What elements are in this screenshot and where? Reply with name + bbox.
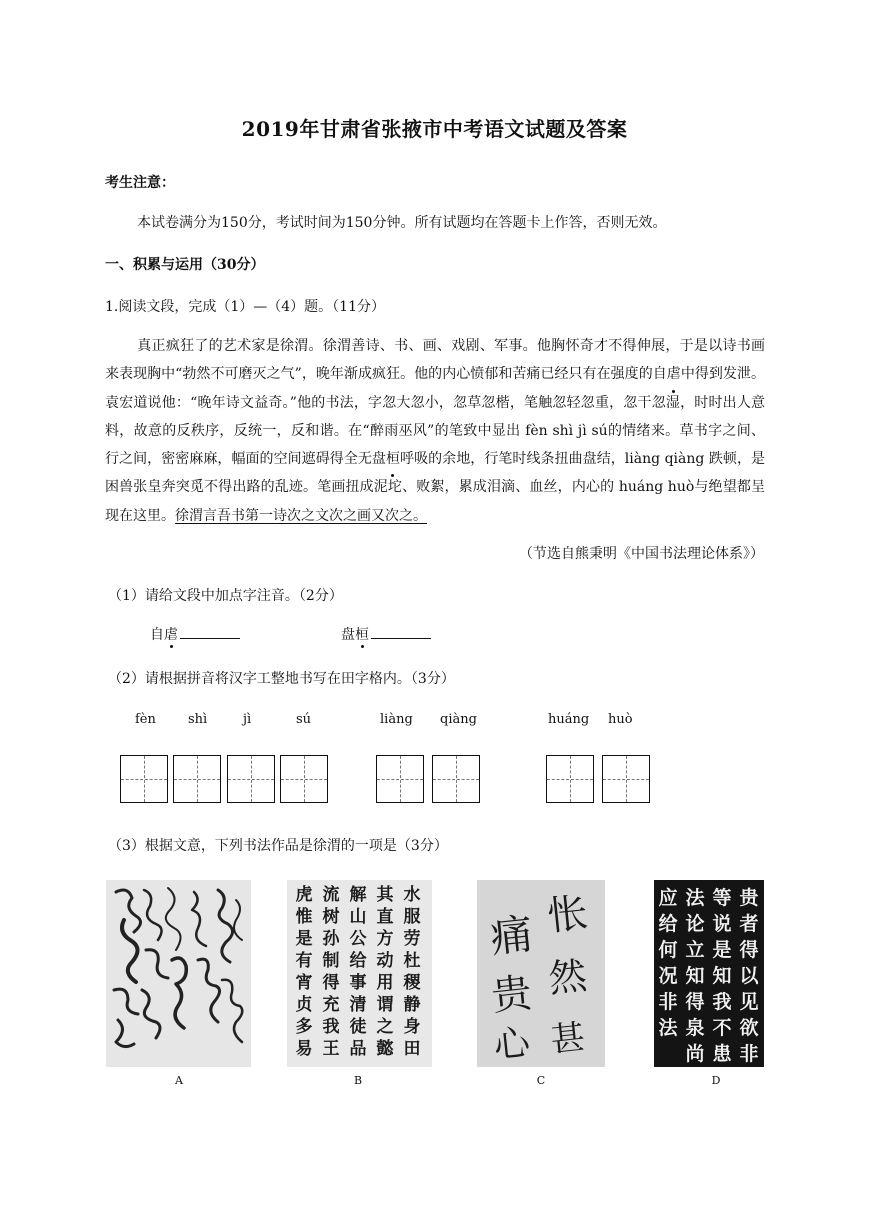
calligraphy-glyph: 稷 [403, 973, 421, 993]
calligraphy-glyph: 尚 [685, 1043, 705, 1065]
calligraphy-glyph: 我 [322, 1017, 340, 1037]
calligraphy-glyph: 不 [712, 1017, 732, 1039]
calligraphy-glyph: 方 [376, 929, 394, 949]
calligraphy-glyph: 况 [658, 965, 678, 987]
calligraphy-glyph: 制 [322, 951, 340, 971]
calligraphy-glyph: 得 [322, 973, 340, 993]
calligraphy-image-a [106, 880, 251, 1067]
calligraphy-glyph: 泉 [685, 1017, 705, 1039]
underlined-sentence: 徐渭言吾书第一诗次之文次之画又次之。 [175, 507, 427, 524]
calligraphy-glyph: 甚 [548, 1017, 587, 1061]
calligraphy-glyph: 多 [295, 1017, 313, 1037]
tian-grid-box[interactable] [602, 755, 650, 803]
calligraphy-glyph: 见 [739, 991, 759, 1013]
answer-item-huan: 盘桓 [341, 624, 431, 644]
question-1-stem: 1.阅读文段，完成（1）—（4）题。（11分） [105, 299, 385, 315]
passage-text-1: 真正疯狂了的艺术家是徐渭。徐渭善诗、书、画、戏剧、军事。他胸怀奇才不得伸展，于是以诗书画来表现胸中“勃然不可磨灭之气”，晚年渐成疯狂。他的内心愤郁和苦痛已经只有在强度的自 [105, 338, 765, 383]
calligraphy-glyph: 法 [685, 887, 705, 909]
calligraphy-glyph: 水 [403, 885, 421, 905]
calligraphy-glyph: 树 [322, 907, 340, 927]
option-label: C [536, 1074, 546, 1087]
pinyin-label: sú [296, 712, 312, 727]
calligraphy-glyph: 懿 [376, 1039, 394, 1059]
calligraphy-image-c [477, 880, 605, 1067]
calligraphy-glyph: 说 [712, 913, 732, 935]
calligraphy-glyph: 服 [403, 907, 421, 927]
calligraphy-glyph: 然 [546, 953, 589, 1001]
pinyin-label: huò [608, 712, 633, 727]
pinyin-label: qiàng [440, 712, 477, 727]
question-1-2: （2）请根据拼音将汉字工整地书写在田字格内。（3分） [108, 671, 455, 687]
calligraphy-glyph: 流 [322, 885, 340, 905]
calligraphy-glyph: 用 [376, 973, 394, 993]
document-title: 2019年甘肃省张掖市中考语文试题及答案 [241, 117, 628, 141]
calligraphy-glyph: 等 [712, 887, 732, 909]
tian-grid-box[interactable] [120, 755, 168, 803]
question-1-1: （1）请给文段中加点字注音。（2分） [108, 588, 343, 604]
answer-blank-2[interactable] [371, 626, 431, 639]
calligraphy-glyph: 解 [349, 885, 367, 905]
question-1-3: （3）根据文意，下列书法作品是徐渭的一项是（3分） [108, 838, 448, 854]
calligraphy-glyph: 我 [712, 991, 732, 1013]
calligraphy-image-b [287, 880, 432, 1067]
calligraphy-glyph: 易 [295, 1039, 313, 1059]
calligraphy-glyph: 清 [349, 995, 367, 1015]
calligraphy-glyph: 者 [739, 913, 759, 935]
section-heading: 一、积累与运用（30分） [105, 257, 265, 273]
answer-blank-1[interactable] [180, 626, 240, 639]
answer-item-nue: 自虐 [150, 624, 240, 644]
notice-text: 本试卷满分为150分，考试时间为150分钟。所有试题均在答题卡上作答，否则无效。 [137, 215, 667, 231]
calligraphy-glyph: 事 [349, 973, 367, 993]
calligraphy-glyph: 贵 [739, 887, 759, 909]
calligraphy-glyph: 有 [295, 951, 313, 971]
calligraphy-glyph: 非 [739, 1043, 759, 1065]
calligraphy-glyph: 公 [349, 929, 367, 949]
calligraphy-glyph: 动 [376, 951, 394, 971]
calligraphy-glyph: 应 [658, 887, 678, 909]
calligraphy-glyph: 杜 [403, 951, 421, 971]
calligraphy-glyph: 宵 [295, 973, 313, 993]
calligraphy-glyph: 贞 [295, 995, 313, 1015]
tian-grid-box[interactable] [546, 755, 594, 803]
calligraphy-image-d [654, 880, 764, 1067]
calligraphy-glyph: 贵 [489, 970, 534, 1021]
calligraphy-glyph: 知 [712, 965, 732, 987]
reading-passage [105, 332, 765, 530]
calligraphy-glyph: 论 [685, 913, 705, 935]
calligraphy-glyph: 身 [403, 1017, 421, 1037]
pinyin-label: jì [243, 712, 252, 727]
passage-text-2: 中得到发泄。袁宏道说他：“晚年诗文益奇。”他的书法，字忽大忽小，忽草忽楷，笔触忽轻忽重，忽干忽湿，时时出人意料，故意的反秩序，反统一，反和谐。在“醉雨巫风”的笔致中显出 fèn shì jì sú的情绪来。草书字之间、行之间，密密麻麻，幅面的空间遮碍得全无盘 [105, 366, 766, 468]
tian-grid-box[interactable] [432, 755, 480, 803]
calligraphy-glyph: 是 [712, 939, 732, 961]
calligraphy-glyph: 山 [349, 907, 367, 927]
calligraphy-glyph: 其 [376, 885, 394, 905]
calligraphy-glyph: 王 [322, 1039, 340, 1059]
notice-heading: 考生注意： [105, 175, 175, 191]
calligraphy-glyph: 田 [403, 1039, 421, 1059]
calligraphy-glyph: 谓 [376, 995, 394, 1015]
calligraphy-glyph: 非 [658, 991, 678, 1013]
calligraphy-glyph: 直 [376, 907, 394, 927]
calligraphy-glyph: 静 [403, 995, 421, 1015]
calligraphy-glyph: 立 [685, 939, 705, 961]
calligraphy-glyph: 怅 [545, 890, 590, 941]
tian-grid-box[interactable] [376, 755, 424, 803]
tian-grid-box[interactable] [173, 755, 221, 803]
option-label: A [175, 1074, 183, 1087]
calligraphy-glyph: 何 [658, 939, 678, 961]
passage-source: （节选自熊秉明《中国书法理论体系》） [519, 546, 764, 562]
calligraphy-glyph: 法 [658, 1017, 678, 1039]
dotted-char-nue: 虐 [667, 360, 681, 388]
calligraphy-glyph: 得 [685, 991, 705, 1013]
calligraphy-glyph: 患 [712, 1043, 732, 1065]
calligraphy-glyph: 徒 [349, 1017, 367, 1037]
pinyin-label: fèn [135, 712, 156, 727]
calligraphy-glyph: 是 [295, 929, 313, 949]
calligraphy-glyph: 给 [349, 951, 367, 971]
calligraphy-glyph: 惟 [295, 907, 313, 927]
calligraphy-glyph: 之 [376, 1017, 394, 1037]
calligraphy-glyph: 以 [739, 965, 759, 987]
calligraphy-glyph: 心 [491, 1022, 532, 1067]
calligraphy-glyph: 欲 [739, 1017, 759, 1039]
calligraphy-glyph: 劳 [403, 929, 421, 949]
tian-grid-box[interactable] [280, 755, 328, 803]
option-label: D [711, 1074, 721, 1087]
pinyin-label: liàng [380, 712, 413, 727]
calligraphy-glyph: 得 [739, 939, 759, 961]
calligraphy-glyph: 给 [658, 913, 678, 935]
pinyin-label: shì [188, 712, 208, 727]
calligraphy-glyph: 孙 [322, 929, 340, 949]
option-label: B [353, 1074, 363, 1087]
pinyin-label: huáng [548, 712, 590, 727]
dotted-char-huan: 桓 [386, 445, 400, 473]
calligraphy-glyph: 充 [322, 995, 340, 1015]
calligraphy-glyph: 知 [685, 965, 705, 987]
calligraphy-glyph: 痛 [488, 909, 535, 963]
passage-text-3: 呼吸的余地，行笔时线条扭曲盘结，liàng qiàng 跌顿，是困兽张皇奔突觅不得出路的乱迹。笔画扭成泥坨、败絮，累成泪滴、血丝，内心的 huáng huò与绝望都呈现在这里。 [105, 451, 766, 524]
calligraphy-glyph: 品 [349, 1039, 367, 1059]
tian-grid-box[interactable] [227, 755, 275, 803]
calligraphy-glyph: 虎 [295, 885, 313, 905]
